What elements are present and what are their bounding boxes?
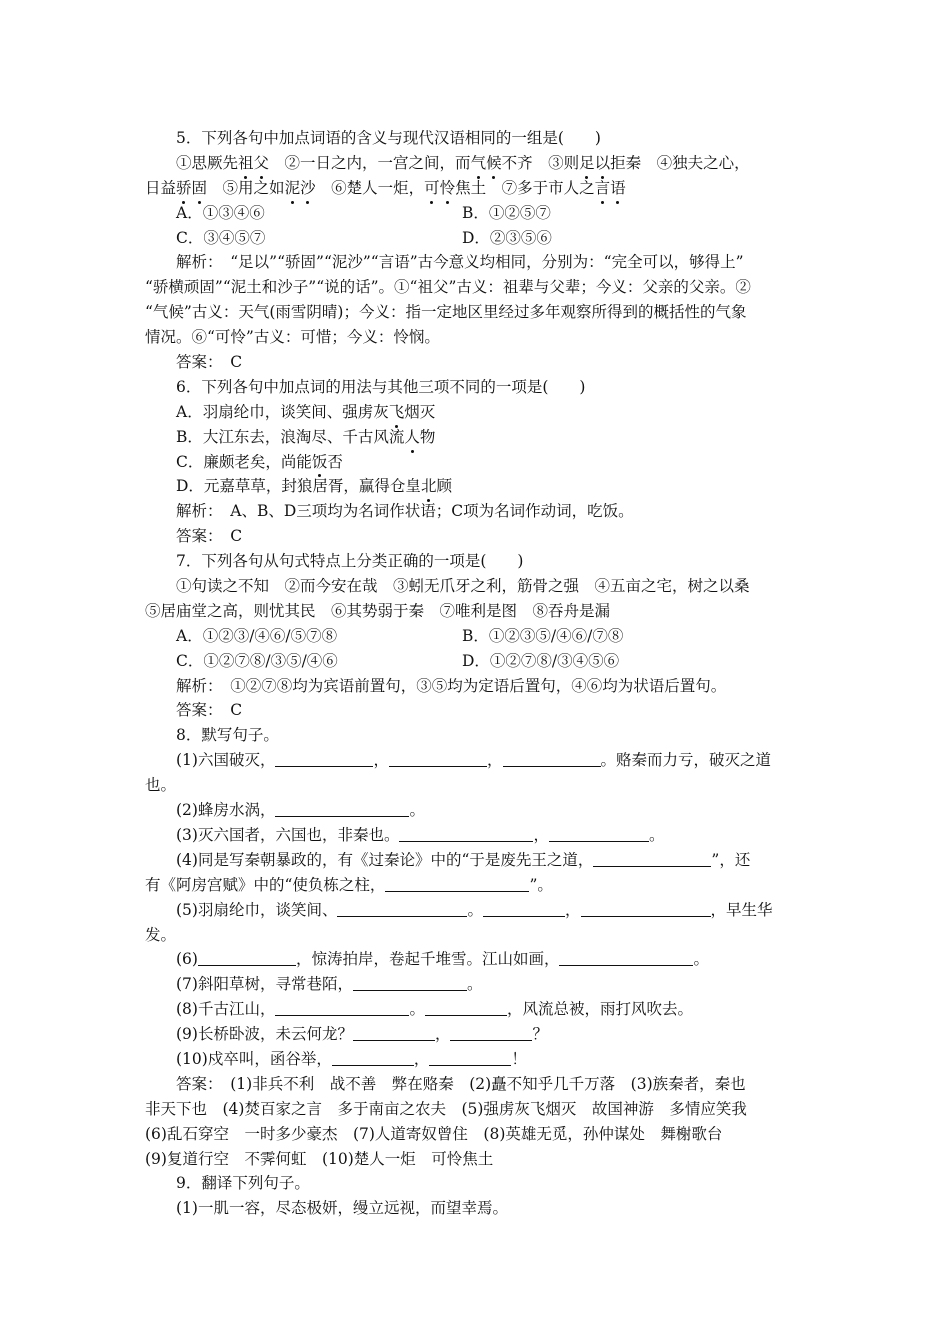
q7-stem: 7．下列各句从句式特点上分类正确的一项是( )	[176, 552, 524, 571]
text-run: ，	[413, 1049, 430, 1068]
text-run: 。	[693, 950, 709, 969]
dotted-char: 泥	[285, 176, 301, 201]
dotted-char: 父	[254, 151, 270, 176]
q8-answer-line: 答案： (1)非兵不利 战不善 弊在赂秦 (2)矗不知乎几千万落 (3)族秦者，秦也	[176, 1074, 746, 1093]
text-run: (4)同是写秦朝暴政的，有《过秦论》中的“于是废先王之道，	[176, 850, 594, 869]
fill-blank	[503, 751, 601, 767]
q7-options-ab	[145, 624, 810, 649]
q8-item-1	[145, 748, 810, 773]
dotted-char: 以	[595, 151, 611, 176]
q8-item-2	[145, 798, 810, 823]
fill-blank	[332, 1050, 414, 1066]
text-run: (7)斜阳草树，寻常巷陌，	[176, 975, 353, 994]
text-run: (1)六国破灭，	[176, 751, 276, 770]
text-run: B．大江东去，浪淘尽、千古风流	[176, 427, 405, 446]
q5-analysis-line: “气候”古义：天气(雨雪阴晴)；今义：指一定地区里经过多年观察所得到的概括性的气象	[145, 303, 747, 322]
dotted-char: 足	[579, 151, 595, 176]
q8-answer-line: (6)乱石穿空 一时多少豪杰 (7)人道寄奴曾住 (8)英雄无觅，孙仲谋处 舞榭歌台	[145, 1124, 723, 1143]
q6-option-a	[145, 400, 810, 425]
text-run: (5)羽扇纶巾，谈笑间、	[176, 900, 338, 919]
q5-stem: 5．下列各句中加点词语的含义与现代汉语相同的一组是( )	[176, 129, 601, 147]
fill-blank	[450, 1025, 532, 1041]
text-run: ？	[532, 1025, 548, 1044]
fill-blank	[549, 826, 649, 842]
text-run: ，	[434, 1025, 451, 1044]
text-run: 物	[419, 427, 436, 446]
q8-item-10	[145, 1047, 810, 1072]
q8-answer-line: (9)复道行空 不霁何虹 (10)楚人一炬 可怜焦土	[145, 1149, 494, 1168]
text-run: D．元嘉草草，封狼居胥，赢得仓皇	[176, 477, 421, 496]
q5-option-d: D．②③⑤⑥	[462, 228, 552, 247]
q5-analysis-line: “骄横顽固”“泥土和沙子”“说的话”。①“祖父”古义：祖辈与父辈；今义：父亲的父亲。②	[145, 278, 751, 297]
fill-blank	[483, 901, 565, 917]
text-run: 拒秦 ④独夫之心，	[610, 153, 750, 172]
fill-blank	[425, 1000, 507, 1016]
q5-analysis-line: 解析： “足以”“骄固”“泥沙”“言语”古今意义均相同，分别为：“完全可以，够得上”	[176, 253, 744, 272]
fill-blank	[593, 851, 711, 867]
text-run: 。	[467, 900, 483, 919]
fill-blank	[353, 975, 467, 991]
fill-blank	[429, 1050, 511, 1066]
text-run: 焦土 ⑦多于市人之	[455, 178, 595, 197]
document-body	[145, 126, 810, 1221]
fill-blank	[389, 751, 487, 767]
dotted-char: 人	[404, 425, 420, 450]
text-run: 。	[466, 975, 483, 994]
q7-options-cd	[145, 649, 810, 674]
dotted-char: 怜	[440, 176, 456, 201]
q8-item-1-cont: 也。	[145, 776, 177, 795]
text-run: ，	[486, 751, 503, 770]
text-run: ①思厥先	[176, 153, 239, 172]
q5-answer: 答案： C	[176, 353, 243, 372]
q8-item-5-cont: 发。	[145, 925, 177, 944]
dotted-char: 气	[471, 151, 487, 176]
q8-answer-line: 非天下也 (4)焚百家之言 多于南亩之农夫 (5)强虏灰飞烟灭 故国神游 多情应笑我	[145, 1099, 747, 1118]
q6-option-b	[145, 425, 810, 450]
q7-option-b: B．①②③⑤/④⑥/⑦⑧	[462, 626, 624, 645]
text-run: C．廉颇老矣，尚能	[176, 452, 312, 471]
dotted-char: 祖	[238, 151, 254, 176]
text-run: 顾	[436, 477, 452, 496]
text-run: ，	[533, 825, 549, 844]
q8-item-6	[145, 947, 810, 972]
q5-sentences-line2	[145, 176, 810, 201]
text-run: ，惊涛拍岸，卷起千堆雪。江山如画，	[295, 950, 560, 969]
dotted-char: 北	[421, 474, 437, 499]
dotted-char: 沙	[300, 176, 316, 201]
q7-sentences-line1: ①句读之不知 ②而今安在哉 ③蚓无爪牙之利，筋骨之强 ④五亩之宅，树之以桑	[176, 577, 750, 596]
fill-blank	[559, 950, 693, 966]
q7-analysis: 解析： ①②⑦⑧均为宾语前置句，③⑤均为定语后置句，④⑥均为状语后置句。	[176, 676, 727, 695]
q7-answer: 答案： C	[176, 701, 243, 720]
q5-analysis-line: 情况。⑥“可怜”古义：可惜；今义：怜悯。	[145, 328, 440, 347]
q8-item-7	[145, 972, 810, 997]
text-run: ⑥楚人一炬，	[315, 178, 425, 197]
text-run: A．羽扇纶巾，谈笑间、强虏灰	[176, 402, 389, 421]
q8-item-4	[145, 848, 810, 873]
dotted-char: 固	[192, 176, 208, 201]
fill-blank	[275, 801, 409, 817]
text-run: ”，还	[711, 850, 751, 869]
q6-answer: 答案： C	[176, 527, 243, 546]
text-run: 。	[409, 1000, 425, 1019]
fill-blank	[399, 826, 533, 842]
q8-item-8	[145, 997, 810, 1022]
fill-blank	[385, 876, 529, 892]
text-run: ，风流总被，雨打风吹去。	[506, 1000, 693, 1019]
q8-item-3	[145, 823, 810, 848]
text-run: ，早生华	[710, 900, 773, 919]
text-run: (2)蜂房水涡，	[176, 801, 276, 820]
q6-option-d	[145, 474, 810, 499]
dotted-char: 语	[610, 176, 626, 201]
q7-sentences-line2: ⑤居庙堂之高，则忧其民 ⑥其势弱于秦 ⑦唯利是图 ⑧吞舟是漏	[145, 601, 611, 620]
text-run: ⑤用之如	[207, 178, 285, 197]
text-run: (6)	[176, 950, 198, 969]
fill-blank	[337, 901, 467, 917]
q8-item-9	[145, 1022, 810, 1047]
fill-blank	[198, 950, 296, 966]
text-run: ②一日之内，一宫之间，而	[269, 153, 471, 172]
text-run: (9)长桥卧波，未云何龙？	[176, 1025, 353, 1044]
text-run: (10)戍卒叫，函谷举，	[176, 1049, 332, 1068]
text-run: 日益	[145, 178, 177, 197]
q8-item-5	[145, 898, 810, 923]
q8-stem: 8．默写句子。	[176, 726, 279, 745]
text-run: ”。	[529, 875, 553, 894]
q7-option-a: A．①②③/④⑥/⑤⑦⑧	[176, 626, 338, 645]
q5-options-ab	[145, 201, 810, 226]
q6-option-c	[145, 450, 810, 475]
dotted-char: 候	[486, 151, 502, 176]
q5-option-b: B．①②⑤⑦	[462, 203, 551, 222]
text-run: ！	[511, 1049, 527, 1068]
q7-option-c: C．①②⑦⑧/③⑤/④⑥	[176, 651, 338, 670]
text-run: ，	[373, 751, 389, 770]
text-run: ，	[564, 900, 581, 919]
text-run: (8)千古江山，	[176, 1000, 276, 1019]
q6-stem: 6．下列各句中加点词的用法与其他三项不同的一项是( )	[176, 377, 586, 396]
q7-option-d: D．①②⑦⑧/③④⑤⑥	[462, 651, 620, 670]
q9-stem: 9．翻译下列句子。	[176, 1174, 310, 1193]
fill-blank	[275, 1000, 409, 1016]
q5-sentences-line1	[145, 151, 810, 176]
text-run: 。赂秦而力亏，破灭之道	[600, 751, 772, 770]
dotted-char: 言	[595, 176, 611, 201]
q5-option-a: A．①③④⑥	[176, 203, 265, 222]
fill-blank	[581, 901, 711, 917]
q8-item-4-cont	[145, 873, 810, 898]
fill-blank	[275, 751, 373, 767]
text-run: 。	[648, 825, 665, 844]
q5-option-c: C．③④⑤⑦	[176, 228, 266, 247]
text-run: 烟灭	[404, 402, 436, 421]
dotted-char: 可	[424, 176, 440, 201]
q5-options-cd	[145, 226, 810, 251]
q6-analysis: 解析： A、B、D三项均为名词作状语；C项为名词作动词，吃饭。	[176, 502, 634, 521]
q9-item-1: (1)一肌一容，尽态极妍，缦立远视，而望幸焉。	[176, 1199, 508, 1218]
text-run: 。	[409, 801, 425, 820]
text-run: 有《阿房宫赋》中的“使负栋之柱，	[145, 875, 386, 894]
text-run: 否	[327, 452, 343, 471]
fill-blank	[353, 1025, 435, 1041]
dotted-char: 骄	[176, 176, 192, 201]
dotted-char: 飞	[389, 400, 405, 425]
text-run: 不齐 ③则	[501, 153, 580, 172]
text-run: (3)灭六国者，六国也，非秦也。	[176, 825, 400, 844]
dotted-char: 饭	[312, 450, 328, 475]
